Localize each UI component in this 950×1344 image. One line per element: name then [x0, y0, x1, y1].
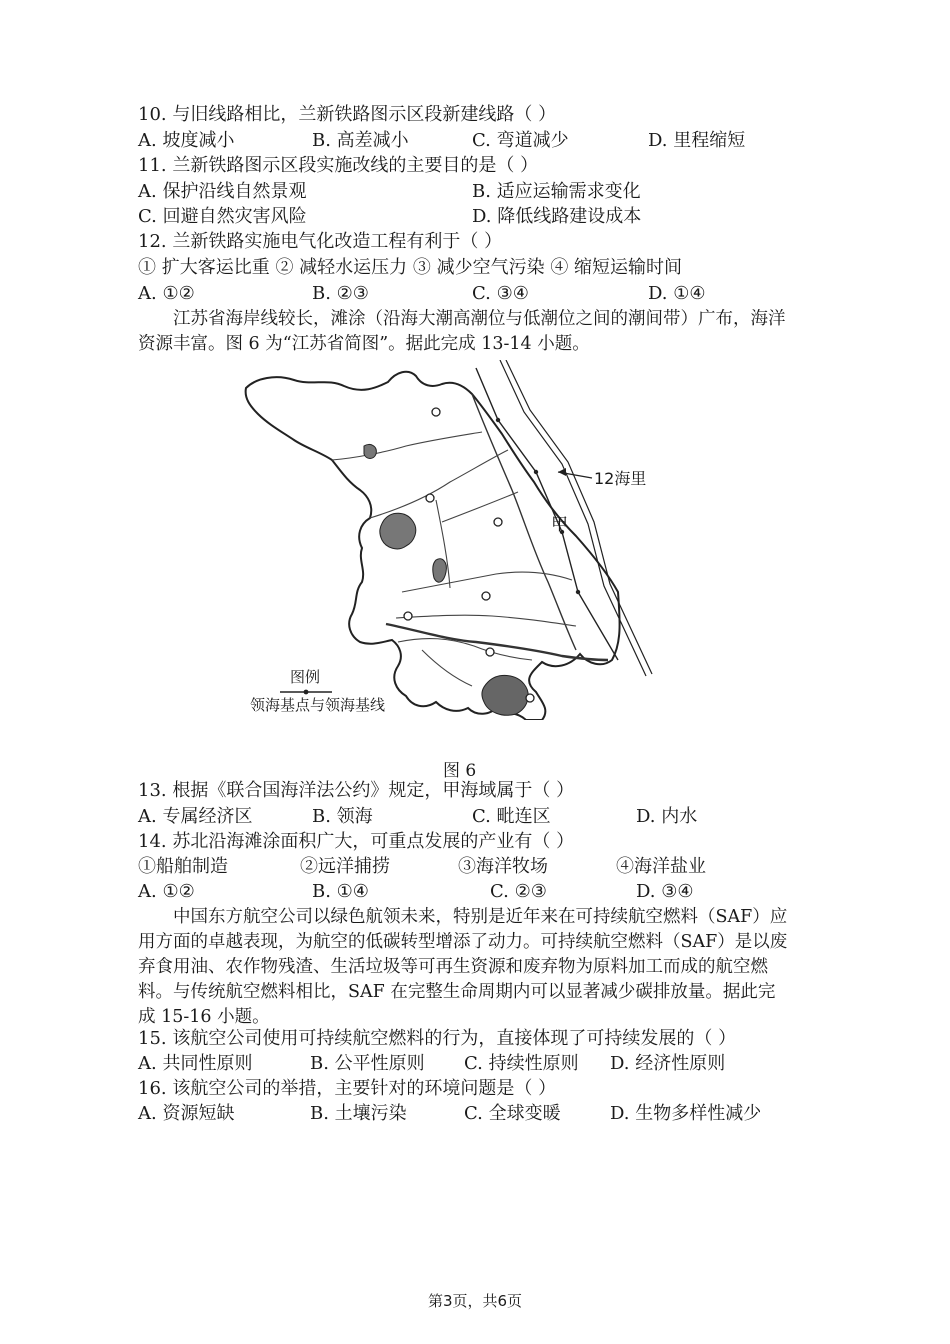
- legend-title: 图例: [290, 668, 321, 686]
- q10-option-a: A. 坡度减小: [138, 130, 235, 151]
- page-footer: 第3页，共6页: [427, 1292, 523, 1310]
- city-marker: [494, 518, 502, 526]
- q15-option-c: C. 持续性原则: [464, 1053, 579, 1074]
- q12-option-d: D. ①④: [648, 283, 706, 304]
- q12-items: ① 扩大客运比重 ② 减轻水运压力 ③ 减少空气污染 ④ 缩短运输时间: [138, 257, 683, 278]
- q14-stem: 14. 苏北沿海滩涂面积广大，可重点发展的产业有（ ）: [138, 831, 575, 852]
- q12-stem: 12. 兰新铁路实施电气化改造工程有利于（ ）: [138, 231, 503, 252]
- figure-caption: 图 6: [443, 761, 477, 781]
- q16-option-a: A. 资源短缺: [138, 1103, 235, 1124]
- boundary-2: [370, 450, 508, 518]
- legend-point: [304, 690, 309, 695]
- q14-option-b: B. ①④: [312, 881, 369, 902]
- boundary-5: [402, 572, 572, 592]
- city-marker: [526, 694, 534, 702]
- yangtze-river: [386, 624, 608, 660]
- q16-option-d: D. 生物多样性减少: [610, 1103, 762, 1124]
- boundary-3: [442, 492, 518, 522]
- baseline-point: [576, 590, 580, 594]
- q11-option-b: B. 适应运输需求变化: [472, 181, 641, 202]
- twelve-nm-line-outer: [506, 360, 652, 674]
- q11-option-a: A. 保护沿线自然景观: [138, 181, 307, 202]
- q16-stem: 16. 该航空公司的举措，主要针对的环境问题是（ ）: [138, 1078, 557, 1099]
- q10-option-d: D. 里程缩短: [648, 130, 746, 151]
- q14-item-4: ④海洋盐业: [616, 856, 706, 877]
- q14-item-1: ①船舶制造: [138, 856, 228, 877]
- q14-item-3: ③海洋牧场: [458, 856, 548, 877]
- city-marker: [404, 612, 412, 620]
- boundary-8: [422, 650, 472, 686]
- q14-option-a: A. ①②: [138, 881, 195, 902]
- q15-option-d: D. 经济性原则: [610, 1053, 726, 1074]
- lake-luoma: [364, 444, 376, 458]
- city-marker: [426, 494, 434, 502]
- lake-hongze: [380, 513, 416, 549]
- q13-option-a: A. 专属经济区: [138, 806, 253, 827]
- q14-item-2: ②远洋捕捞: [300, 856, 390, 877]
- baseline-point: [534, 470, 538, 474]
- twelve-nm-arrowhead: [558, 468, 566, 476]
- q10-stem: 10. 与旧线路相比，兰新铁路图示区段新建线路（ ）: [138, 104, 557, 125]
- q15-stem: 15. 该航空公司使用可持续航空燃料的行为，直接体现了可持续发展的（ ）: [138, 1028, 737, 1049]
- q11-stem: 11. 兰新铁路图示区段实施改线的主要目的是（ ）: [138, 155, 539, 176]
- q10-option-c: C. 弯道减少: [472, 130, 569, 151]
- label-12nm: 12海里: [594, 469, 647, 488]
- jiangsu-map: [236, 360, 676, 720]
- q10-option-b: B. 高差减小: [312, 130, 409, 151]
- intro-15-16: 中国东方航空公司以绿色航领未来，特别是近年来在可持续航空燃料（SAF）应用方面的卓越表现，为航空的低碳转型增添了动力。可持续航空燃料（SAF）是以废弃食用油、农作物残渣、生活垃圾等可再生资源和废弃物为原料加工而成的航空燃料。与传统航空燃料相比，SAF 在完整生命周期内可以显著减少碳排放量。据此完成 15-16 小题。: [138, 907, 788, 1027]
- q13-stem: 13. 根据《联合国海洋法公约》规定，甲海域属于（ ）: [138, 780, 575, 801]
- q16-option-c: C. 全球变暖: [464, 1103, 561, 1124]
- q15-option-b: B. 公平性原则: [310, 1053, 425, 1074]
- q15-option-a: A. 共同性原则: [138, 1053, 253, 1074]
- q11-option-c: C. 回避自然灾害风险: [138, 206, 307, 227]
- q11-option-d: D. 降低线路建设成本: [472, 206, 642, 227]
- lake-gaoyou: [433, 559, 447, 583]
- q12-option-c: C. ③④: [472, 283, 529, 304]
- q12-option-b: B. ②③: [312, 283, 369, 304]
- label-jia: 甲: [551, 515, 568, 535]
- q12-option-a: A. ①②: [138, 283, 195, 304]
- lake-tai: [482, 675, 528, 715]
- q14-option-c: C. ②③: [490, 881, 547, 902]
- city-marker: [432, 408, 440, 416]
- city-marker: [486, 648, 494, 656]
- intro-13-14: 江苏省海岸线较长，滩涂（沿海大潮高潮位与低潮位之间的潮间带）广布，海洋资源丰富。图 6 为“江苏省简图”。据此完成 13-14 小题。: [138, 309, 786, 354]
- legend-item: 领海基点与领海基线: [250, 696, 386, 714]
- city-marker: [482, 592, 490, 600]
- baseline-point: [496, 418, 500, 422]
- q16-option-b: B. 土壤污染: [310, 1103, 407, 1124]
- q13-option-d: D. 内水: [636, 806, 698, 827]
- q14-option-d: D. ③④: [636, 881, 694, 902]
- boundary-1: [332, 432, 482, 460]
- jiangsu-map-figure: [236, 360, 676, 720]
- q13-option-b: B. 领海: [312, 806, 373, 827]
- q13-option-c: C. 毗连区: [472, 806, 551, 827]
- boundary-6: [396, 615, 576, 626]
